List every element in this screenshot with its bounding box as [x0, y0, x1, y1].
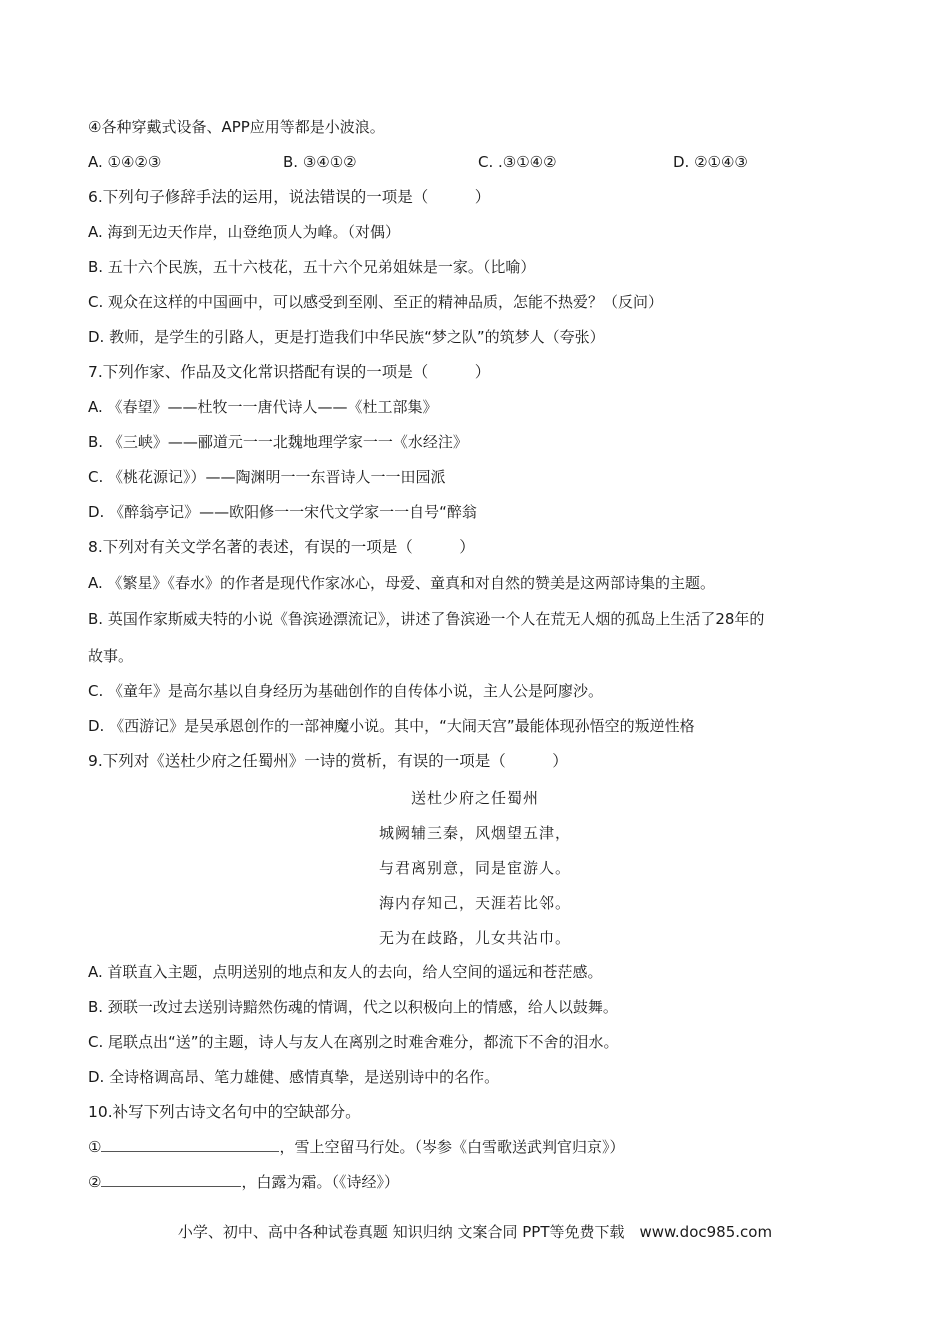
- q7-stem: 7.下列作家、作品及文化常识搭配有误的一项是（ ）: [88, 363, 491, 381]
- q7-option-a: A. 《春望》——杜牧一一唐代诗人——《杜工部集》: [88, 398, 438, 416]
- q8-stem: 8.下列对有关文学名著的表述，有误的一项是（ ）: [88, 538, 475, 556]
- q7-option-c: C. 《桃花源记》）——陶渊明一一东晋诗人一一田园派: [88, 468, 446, 486]
- q8-option-a: A. 《繁星》《春水》的作者是现代作家冰心，母爱、童真和对自然的赞美是这两部诗集的主题。: [88, 574, 716, 592]
- q5-option-a: A. ①④②③: [88, 153, 162, 171]
- q10-item-1-number: ①: [88, 1138, 102, 1156]
- q8-option-d: D. 《西游记》是吴承恩创作的一部神魔小说。其中，“大闹天宫”最能体现孙悟空的叛逆性格: [88, 717, 695, 735]
- q5-item4: ④各种穿戴式设备、APP应用等都是小波浪。: [88, 118, 385, 136]
- q7-option-d: D. 《醉翁亭记》——欧阳修一一宋代文学家一一自号“醉翁: [88, 503, 477, 521]
- q6-stem: 6.下列句子修辞手法的运用，说法错误的一项是（ ）: [88, 188, 491, 206]
- q6-option-c: C. 观众在这样的中国画中，可以感受到至刚、至正的精神品质，怎能不热爱？（反问）: [88, 293, 664, 311]
- q10-item-1: [88, 1136, 890, 1158]
- q10-item-2: [88, 1171, 890, 1193]
- q10-item-2-blank: [101, 1172, 241, 1187]
- q9-option-d: D. 全诗格调高昂、笔力雄健、感情真挚，是送别诗中的名作。: [88, 1068, 500, 1086]
- q10-item-1-blank: [101, 1137, 279, 1152]
- q8-option-c: C. 《童年》是高尔基以自身经历为基础创作的自传体小说，主人公是阿廖沙。: [88, 682, 604, 700]
- q9-option-a: A. 首联直入主题，点明送别的地点和友人的去向，给人空间的遥远和苍茫感。: [88, 963, 603, 981]
- poem-line-3: 海内存知己，天涯若比邻。: [378, 894, 571, 912]
- q9-option-b: B. 颈联一改过去送别诗黯然伤魂的情调，代之以积极向上的情感，给人以鼓舞。: [88, 998, 618, 1016]
- q5-option-d: D. ②①④③: [673, 153, 748, 171]
- q6-option-a: A. 海到无边天作岸，山登绝顶人为峰。（对偶）: [88, 223, 401, 241]
- q5-option-c: C. .③①④②: [478, 153, 557, 171]
- q6-option-d: D. 教师，是学生的引路人，更是打造我们中华民族“梦之队”的筑梦人（夸张）: [88, 328, 605, 346]
- q9-stem: 9.下列对《送杜少府之任蜀州》一诗的赏析，有误的一项是（ ）: [88, 752, 568, 770]
- q10-item-1-text: ，雪上空留马行处。（岑参《白雪歌送武判官归京》）: [279, 1138, 625, 1156]
- poem-title: 送杜少府之任蜀州: [410, 789, 539, 807]
- q5-options: [88, 151, 890, 173]
- q5-option-b: B. ③④①②: [283, 153, 357, 171]
- poem-line-1: 城阙辅三秦，风烟望五津，: [378, 824, 571, 842]
- q10-item-2-number: ②: [88, 1173, 102, 1191]
- q10-stem: 10.补写下列古诗文名句中的空缺部分。: [88, 1103, 361, 1121]
- q7-option-b: B. 《三峡》——郦道元一一北魏地理学家一一《水经注》: [88, 433, 468, 451]
- q8-option-b-continued: 故事。: [88, 647, 134, 665]
- q9-option-c: C. 尾联点出“送”的主题，诗人与友人在离别之时难舍难分，都流下不舍的泪水。: [88, 1033, 619, 1051]
- q6-option-b: B. 五十六个民族，五十六枝花，五十六个兄弟姐妹是一家。（比喻）: [88, 258, 536, 276]
- poem-line-2: 与君离别意，同是宦游人。: [378, 859, 571, 877]
- page-footer: 小学、初中、高中各种试卷真题 知识归纳 文案合同 PPT等免费下载 www.doc985.com: [177, 1223, 773, 1241]
- poem-line-4: 无为在歧路，儿女共沾巾。: [378, 929, 571, 947]
- q10-item-2-text: ，白露为霜。（《诗经》）: [241, 1173, 399, 1191]
- q8-option-b: B. 英国作家斯威夫特的小说《鲁滨逊漂流记》，讲述了鲁滨逊一个人在荒无人烟的孤岛上生活了28年的: [88, 610, 765, 628]
